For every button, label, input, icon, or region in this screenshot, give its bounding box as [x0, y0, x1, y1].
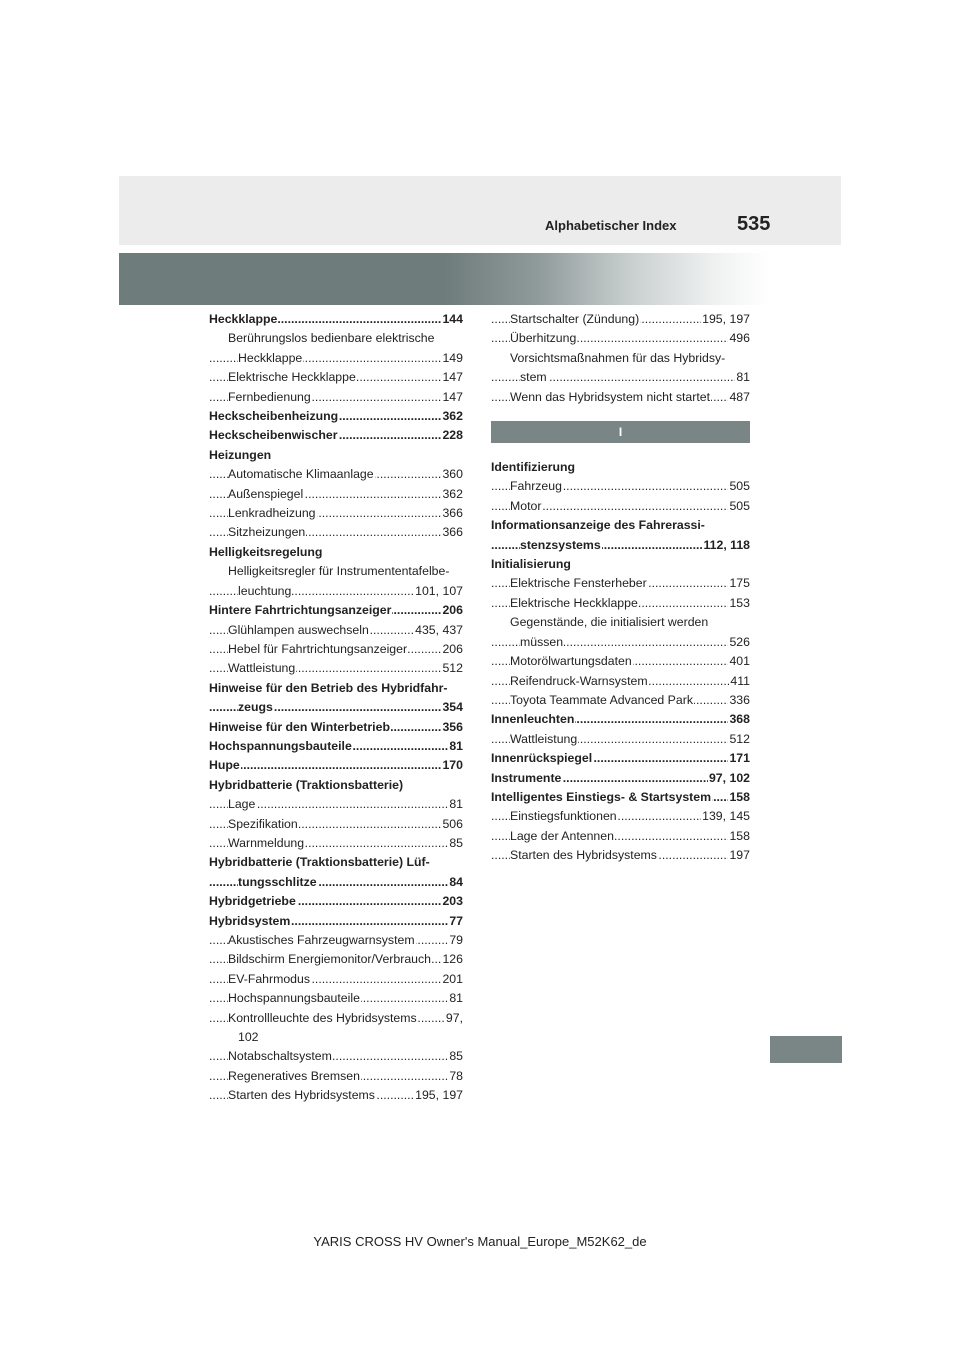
index-entry-page[interactable]: 203 — [441, 892, 463, 911]
index-entry — [209, 1047, 463, 1066]
index-entry-page[interactable]: 505 — [728, 477, 750, 496]
index-entry-label: Kontrollleuchte des Hybridsystems — [228, 1010, 417, 1025]
index-entry — [491, 516, 750, 535]
index-entry-label: Startschalter (Zündung) — [510, 312, 640, 326]
index-entry — [491, 672, 750, 691]
index-entry — [491, 388, 750, 407]
index-entry-label: Bildschirm Energiemonitor/Verbrauch — [228, 952, 431, 967]
header-gradient-bar — [119, 253, 841, 305]
index-entry-page[interactable]: 81 — [735, 368, 750, 387]
index-entry — [209, 853, 463, 872]
index-entry-page[interactable]: 81 — [448, 737, 463, 756]
index-entry-label: Motor — [510, 498, 542, 513]
index-entry-label: stem — [520, 370, 547, 385]
index-entry-label: Hochspannungsbauteile — [228, 991, 360, 1006]
index-entry-label: Hybridsystem — [209, 913, 291, 928]
index-entry-label: Elektrische Heckklappe — [228, 370, 356, 385]
index-entry-label: Wenn das Hybridsystem nicht startet — [510, 389, 711, 404]
index-entry — [491, 691, 750, 710]
index-entry-label: Notabschaltsystem — [228, 1049, 332, 1064]
index-entry-label: Fernbedienung — [228, 389, 311, 404]
index-entry-label: Lage — [228, 797, 256, 812]
index-entry — [209, 698, 463, 717]
index-entry-label: Glühlampen auswechseln — [228, 622, 369, 637]
index-entry-page[interactable]: 487 — [728, 388, 750, 407]
index-entry — [209, 426, 463, 445]
index-entry-label: zeugs — [238, 700, 273, 715]
index-entry-page[interactable]: 506 — [441, 815, 463, 834]
index-entry-label: Warnmeldung — [228, 835, 305, 850]
index-entry-label: Sitzheizungen — [228, 525, 306, 540]
index-entry-label: Regeneratives Bremsen — [228, 1068, 360, 1083]
index-entry — [209, 892, 463, 911]
index-entry-label: Einstiegsfunktionen — [510, 809, 617, 824]
index-entry-label: Reifendruck-Warnsystem — [510, 673, 648, 688]
index-entry-page[interactable]: 85 — [448, 834, 463, 853]
index-entry — [209, 640, 463, 659]
index-entry-page[interactable]: 512 — [728, 730, 750, 749]
index-entry-page[interactable]: 195, 197 — [414, 1086, 463, 1105]
index-entry-page[interactable]: 368 — [728, 710, 750, 729]
index-entry — [209, 815, 463, 834]
index-entry-page[interactable]: 158 — [728, 827, 750, 846]
index-entry-label: Instrumente — [491, 770, 562, 785]
index-entry — [209, 485, 463, 504]
index-entry — [209, 718, 463, 737]
index-entry — [209, 368, 463, 387]
index-entry — [209, 465, 463, 484]
index-entry — [209, 582, 463, 601]
index-entry — [209, 1028, 463, 1047]
index-entry-label: 102 — [238, 1030, 259, 1045]
index-entry-label: Hybridbatterie (Traktionsbatterie) Lüf- — [209, 855, 430, 870]
index-entry — [491, 477, 750, 496]
index-entry-label: Heckklappe — [238, 350, 303, 365]
index-entry-page[interactable]: 336 — [728, 691, 750, 710]
index-entry — [491, 555, 750, 574]
index-entry-page[interactable]: 197 — [728, 846, 750, 865]
index-entry — [491, 788, 750, 807]
index-entry-label: Innenleuchten — [491, 712, 575, 727]
index-entry-page[interactable]: 78 — [448, 1067, 463, 1086]
index-entry-page[interactable]: 411 — [729, 672, 750, 691]
index-entry-page[interactable]: 81 — [448, 989, 463, 1008]
index-column-right — [491, 310, 750, 866]
index-entry-page[interactable]: 170 — [441, 756, 463, 775]
side-thumb-tab — [770, 1036, 842, 1063]
index-entry-label: Heizungen — [209, 447, 272, 462]
index-entry-label: Akustisches Fahrzeugwarnsystem — [228, 933, 415, 947]
index-entry-label: Wattleistung — [228, 661, 296, 676]
index-entry-page[interactable]: 401 — [728, 652, 750, 671]
index-entry — [209, 407, 463, 426]
index-entry — [209, 659, 463, 678]
index-entry-page[interactable]: 126 — [441, 950, 463, 969]
index-entry — [491, 807, 750, 826]
letter-section-header: I — [491, 421, 750, 443]
index-entry-label: Hybridgetriebe — [209, 894, 296, 909]
index-entry-label: stenzsystems — [520, 537, 601, 552]
index-entry-page[interactable]: 362 — [441, 485, 463, 504]
index-entry-label: Gegenstände, die initialisiert werden — [510, 615, 709, 630]
index-entry — [209, 329, 463, 348]
index-entry — [491, 710, 750, 729]
index-entry-page[interactable]: 201 — [441, 970, 463, 989]
index-column-left — [209, 310, 463, 1106]
index-entry-label: Hochspannungsbauteile — [209, 738, 352, 753]
index-entry-page[interactable]: 149 — [441, 349, 463, 368]
index-entry-label: Hintere Fahrtrichtungsanzeiger — [209, 603, 392, 618]
index-entry-label: Toyota Teammate Advanced Park — [510, 692, 693, 707]
index-entry — [491, 652, 750, 671]
index-entry-page[interactable]: 435, 437 — [414, 621, 463, 640]
section-title: Alphabetischer Index — [545, 218, 677, 233]
index-entry-label: Innenrückspiegel — [491, 751, 593, 766]
index-entry — [209, 310, 463, 329]
index-entry-label: Heckscheibenheizung — [209, 409, 339, 424]
index-entry-page[interactable]: 496 — [728, 329, 750, 348]
index-entry — [209, 912, 463, 931]
index-entry-label: Intelligentes Einstiegs- & Startsystem — [491, 789, 712, 804]
index-entry-label: Helligkeitsregler für Instrumententafelbe- — [228, 564, 450, 579]
index-entry — [209, 834, 463, 853]
index-entry-page[interactable]: 171 — [728, 749, 750, 768]
index-entry-page[interactable]: 360 — [441, 465, 463, 484]
index-entry-label: Lenkradheizung — [228, 506, 316, 521]
index-entry-label: leuchtung — [238, 583, 292, 598]
index-entry — [209, 349, 463, 368]
index-entry-page[interactable]: 356 — [441, 718, 463, 737]
index-entry — [491, 594, 750, 613]
index-entry — [491, 310, 750, 329]
index-entry-label: Informationsanzeige des Fahrerassi- — [491, 518, 705, 533]
index-entry-page[interactable]: 505 — [728, 497, 750, 516]
index-entry — [491, 846, 750, 865]
index-entry — [491, 749, 750, 768]
index-entry-label: Hybridbatterie (Traktionsbatterie) — [209, 777, 404, 792]
index-entry — [209, 543, 463, 562]
index-entry-page[interactable]: 101, 107 — [414, 582, 463, 601]
index-entry — [491, 633, 750, 652]
index-entry — [209, 931, 463, 950]
index-entry — [209, 950, 463, 969]
index-entry — [491, 497, 750, 516]
index-entry-page[interactable]: 366 — [441, 504, 463, 523]
index-entry-label: Überhitzung — [510, 331, 577, 346]
index-entry-page[interactable]: 77 — [448, 912, 463, 931]
index-entry — [491, 368, 750, 387]
index-entry-label: Identifizierung — [491, 460, 576, 475]
index-entry — [209, 737, 463, 756]
index-entry-page[interactable]: 206 — [441, 640, 463, 659]
index-entry-page[interactable]: 175 — [728, 574, 750, 593]
index-entry — [209, 446, 463, 465]
index-entry-label: Hupe — [209, 758, 240, 773]
index-entry-page[interactable]: 144 — [441, 310, 463, 329]
index-entry — [491, 730, 750, 749]
index-entry-page[interactable]: 195, 197 — [701, 310, 750, 329]
index-entry-page[interactable]: 147 — [441, 388, 463, 407]
index-entry — [209, 388, 463, 407]
index-entry — [491, 574, 750, 593]
index-entry-page[interactable]: 354 — [441, 698, 463, 717]
index-entry-page[interactable]: 81 — [448, 795, 463, 814]
index-entry-label: Hinweise für den Winterbetrieb — [209, 719, 390, 734]
index-entry-page[interactable]: 362 — [441, 407, 463, 426]
index-entry-page[interactable]: 84 — [448, 873, 463, 892]
index-entry-page[interactable]: 366 — [441, 523, 463, 542]
index-entry — [491, 349, 750, 368]
index-entry-label: Vorsichtsmaßnahmen für das Hybridsy- — [510, 350, 726, 365]
index-entry-label: Elektrische Fensterheber — [510, 576, 647, 591]
index-entry-page[interactable]: 153 — [728, 594, 750, 613]
index-entry-page[interactable]: 158 — [728, 788, 750, 807]
index-entry — [209, 776, 463, 795]
index-entry-label: tungsschlitze — [238, 874, 317, 889]
index-entry-label: Außenspiegel — [228, 486, 304, 501]
index-entry-label: Heckklappe — [209, 312, 278, 326]
index-entry-page[interactable]: 206 — [441, 601, 463, 620]
index-entry — [209, 756, 463, 775]
index-entry-label: Elektrische Heckklappe — [510, 595, 638, 610]
index-entry — [491, 769, 750, 788]
index-entry-page[interactable]: 79 — [448, 931, 463, 950]
index-entry-page[interactable]: 526 — [728, 633, 750, 652]
index-entry-page[interactable]: 97, — [445, 1009, 463, 1028]
index-entry — [209, 1086, 463, 1105]
index-entry-page[interactable]: 139, 145 — [701, 807, 750, 826]
index-entry-label: Hebel für Fahrtrichtungsanzeiger — [228, 641, 408, 656]
index-entry — [209, 795, 463, 814]
index-entry-label: Berührungslos bedienbare elektrische — [228, 331, 435, 346]
index-entry-label: Starten des Hybridsystems — [510, 848, 657, 863]
index-entry-page[interactable]: 512 — [441, 659, 463, 678]
index-list-right-top — [491, 310, 750, 407]
index-entry-label: EV-Fahrmodus — [228, 971, 311, 986]
index-entry-label: Starten des Hybridsystems — [228, 1088, 375, 1103]
index-entry-label: Initialisierung — [491, 557, 571, 572]
index-entry — [491, 458, 750, 477]
index-entry-label: Lage der Antennen — [510, 828, 614, 843]
index-entry-page[interactable]: 228 — [441, 426, 463, 445]
index-entry — [491, 613, 750, 632]
index-entry-page[interactable]: 85 — [448, 1047, 463, 1066]
index-entry — [209, 873, 463, 892]
index-entry — [209, 504, 463, 523]
index-entry-label: Helligkeitsregelung — [209, 544, 323, 559]
index-entry-label: Wattleistung — [510, 731, 578, 746]
index-entry-label: Automatische Klimaanlage — [228, 467, 374, 482]
index-entry-label: müssen — [520, 634, 564, 649]
index-entry-label: Hinweise für den Betrieb des Hybridfahr- — [209, 680, 448, 695]
index-entry — [209, 970, 463, 989]
index-entry-label: Fahrzeug — [510, 479, 562, 494]
index-entry — [209, 679, 463, 698]
index-entry — [209, 562, 463, 581]
header-band — [119, 176, 841, 245]
index-list-right-bottom — [491, 458, 750, 866]
index-entry — [209, 989, 463, 1008]
index-entry — [491, 329, 750, 348]
index-entry — [209, 621, 463, 640]
index-entry — [209, 601, 463, 620]
index-entry — [209, 1067, 463, 1086]
page-number: 535 — [737, 213, 771, 235]
index-entry-page[interactable]: 112, 118 — [702, 536, 750, 555]
index-entry — [491, 827, 750, 846]
index-entry-label: Motorölwartungsdaten — [510, 654, 632, 669]
index-entry — [209, 523, 463, 542]
index-entry — [209, 1009, 463, 1028]
footer-manual-id: YARIS CROSS HV Owner's Manual_Europe_M52K62_de — [313, 1234, 647, 1249]
index-entry-label: Heckscheibenwischer — [209, 428, 338, 443]
index-entry-label: Spezifikation — [228, 816, 298, 831]
index-entry-page[interactable]: 147 — [441, 368, 463, 387]
index-entry-page[interactable]: 97, 102 — [708, 769, 750, 788]
index-entry — [491, 536, 750, 555]
